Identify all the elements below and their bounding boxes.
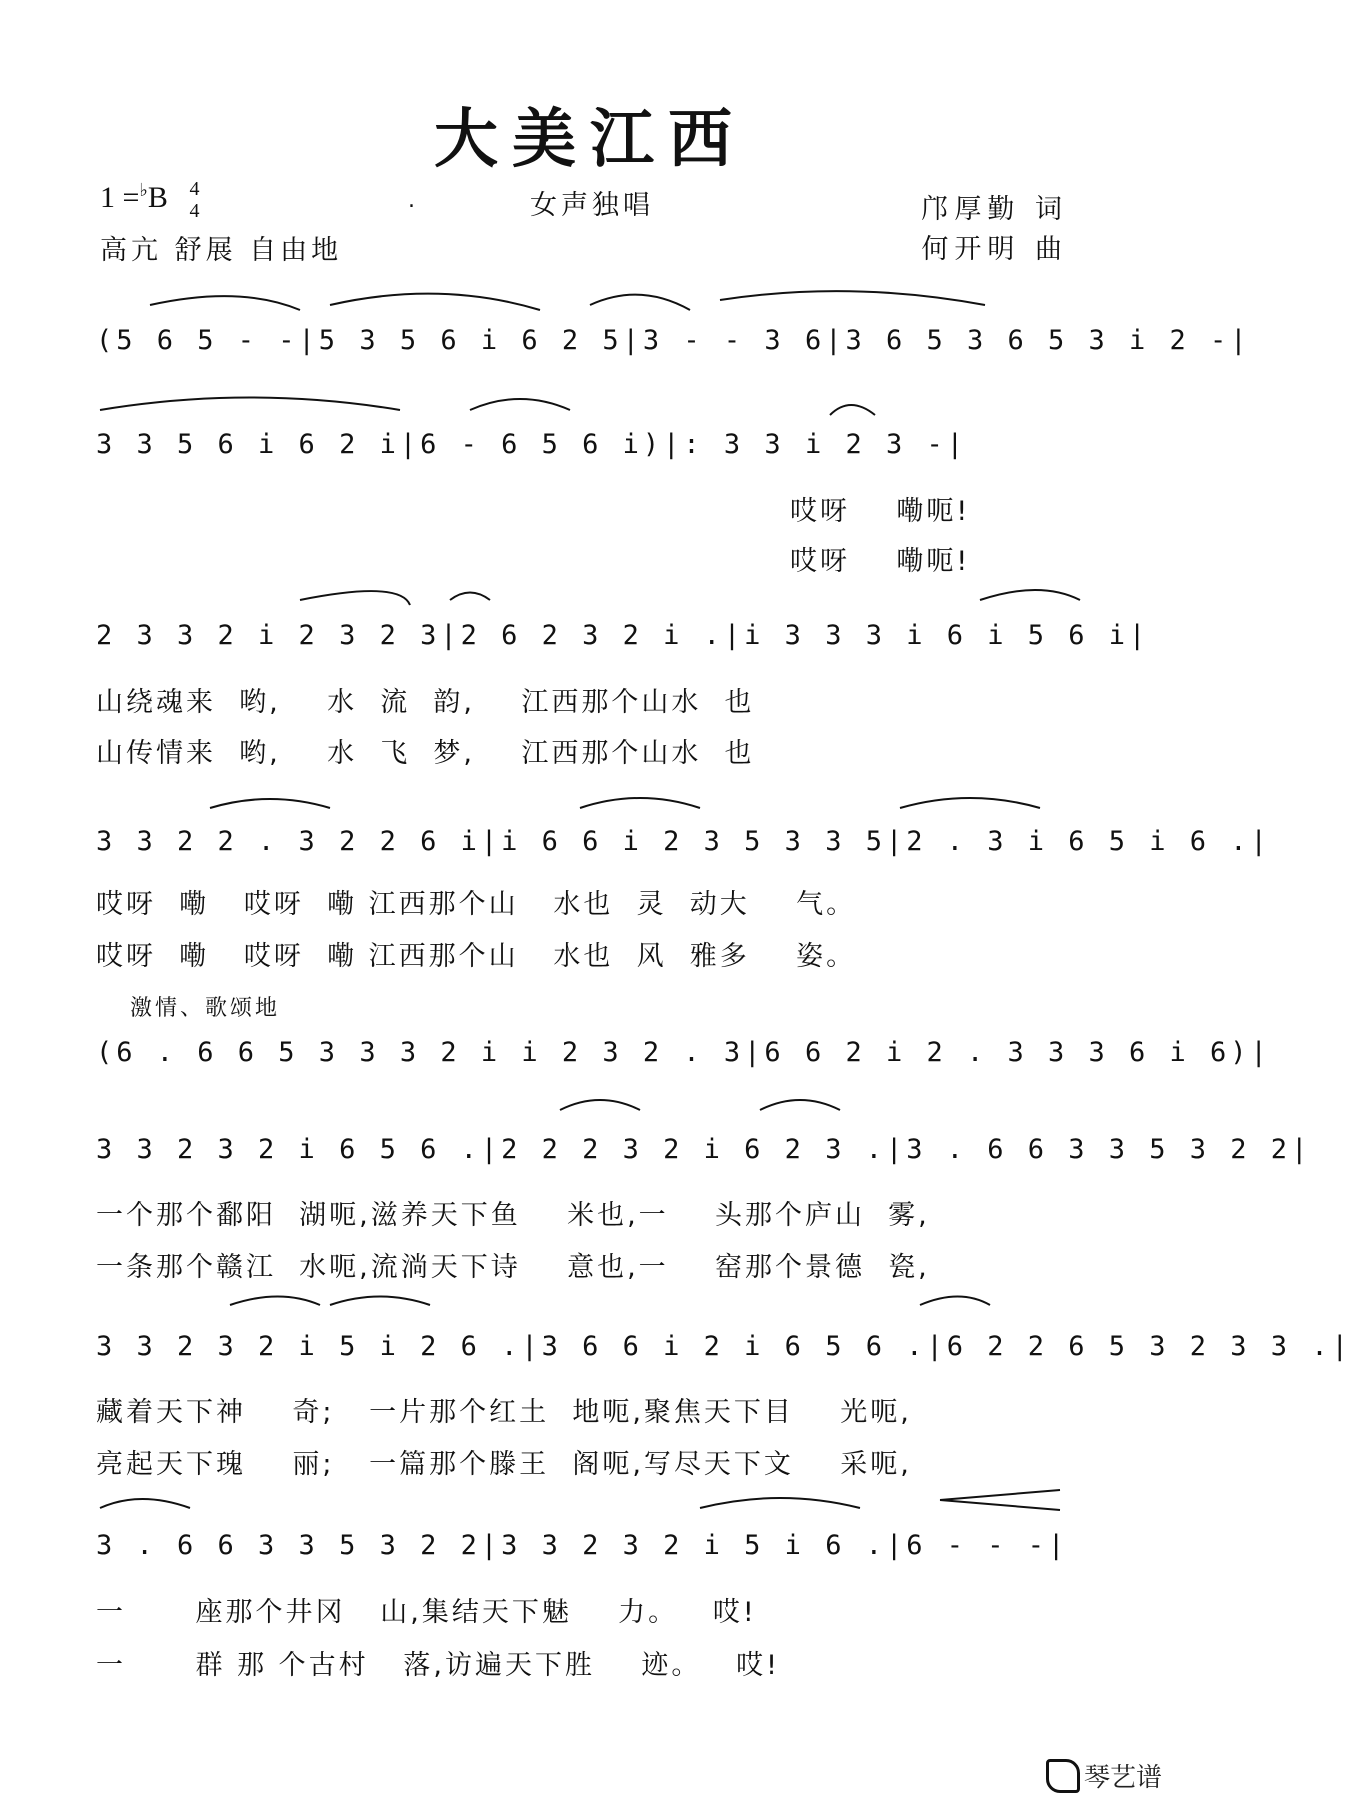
lyric-line-1a: 哎呀 嘞呃! [790, 496, 971, 527]
lyric-line-6b: 一 群 那 个古村 落,访遍天下胜 迹。 哎! [96, 1650, 780, 1681]
flat-sign: ♭ [139, 179, 148, 200]
lyric-line-4a: 一个那个鄱阳 湖呃,滋养天下鱼 米也,一 头那个庐山 雾, [96, 1200, 930, 1231]
score-line-7: 3 3 2 3 2 i 5 i 2 6 .|3 6 6 i 2 i 6 5 6 .|6 2 2 6 5 3 2 3 3 .| [96, 1331, 1352, 1362]
score-line-6: 3 3 2 3 2 i 6 5 6 .|2 2 2 3 2 i 6 2 3 .|3 . 6 6 3 3 5 3 2 2| [96, 1134, 1312, 1165]
lyric-line-1b: 哎呀 嘞呃! [790, 546, 971, 577]
lyric-line-3b: 哎呀 嘞 哎呀 嘞 江西那个山 水也 风 雅多 姿。 [96, 941, 857, 972]
score-line-4: 3 3 2 2 . 3 2 2 6 i|i 6 6 i 2 3 5 3 3 5|2 . 3 i 6 5 i 6 .| [96, 826, 1271, 857]
voice-type: 女声独唱 [530, 190, 654, 221]
lyric-line-6a: 一 座那个井冈 山,集结天下魅 力。 哎! [96, 1597, 757, 1628]
lyric-line-2b: 山传情来 哟, 水 飞 梦, 江西那个山水 也 [96, 738, 755, 769]
time-bottom: 4 [189, 200, 200, 222]
score-line-5: (6 . 6 6 5 3 3 3 2 i i 2 3 2 . 3|6 6 2 i 2 . 3 3 3 6 i 6)| [96, 1037, 1271, 1068]
lyric-line-3a: 哎呀 嘞 哎呀 嘞 江西那个山 水也 灵 动大 气。 [96, 889, 857, 920]
lyric-line-2a: 山绕魂来 哟, 水 流 韵, 江西那个山水 也 [96, 687, 755, 718]
key-label: 1 = [100, 180, 140, 214]
lyric-line-5a: 藏着天下神 奇; 一片那个红土 地呃,聚焦天下目 光呃, [96, 1397, 912, 1428]
score-line-1: (5 6 5 - -|5 3 5 6 i 6 2 5|3 - - 3 6|3 6 5 3 6 5 3 i 2 -| [96, 325, 1251, 356]
tempo-marking: 高亢 舒展 自由地 [100, 235, 343, 266]
score-line-3: 2 3 3 2 i 2 3 2 3|2 6 2 3 2 i .|i 3 3 3 i 6 i 5 6 i| [96, 620, 1150, 651]
composer-credit: 何开明 曲 [921, 234, 1068, 265]
logo-icon [1046, 1759, 1080, 1793]
time-signature [189, 178, 199, 222]
lyric-line-4b: 一条那个赣江 水呃,流淌天下诗 意也,一 窑那个景德 瓷, [96, 1252, 930, 1283]
watermark-text: 琴艺谱 [1083, 1763, 1162, 1793]
dot-mark: . [408, 188, 415, 213]
lyric-line-5b: 亮起天下瑰 丽; 一篇那个滕王 阁呃,写尽天下文 采呃, [96, 1449, 912, 1480]
score-line-2: 3 3 5 6 i 6 2 i|6 - 6 5 6 i)|: 3 3 i 2 3 -| [96, 429, 967, 460]
key-note: B [147, 180, 168, 214]
key-signature [100, 178, 199, 222]
lyricist-credit: 邝厚勤 词 [921, 194, 1068, 225]
song-title: 大美江西 [434, 103, 746, 177]
time-top: 4 [189, 178, 200, 200]
score-line-8: 3 . 6 6 3 3 5 3 2 2|3 3 2 3 2 i 5 i 6 .|6 - - -| [96, 1530, 1069, 1561]
watermark-logo [1046, 1757, 1162, 1794]
expression-marking: 激情、歌颂地 [130, 996, 281, 1021]
